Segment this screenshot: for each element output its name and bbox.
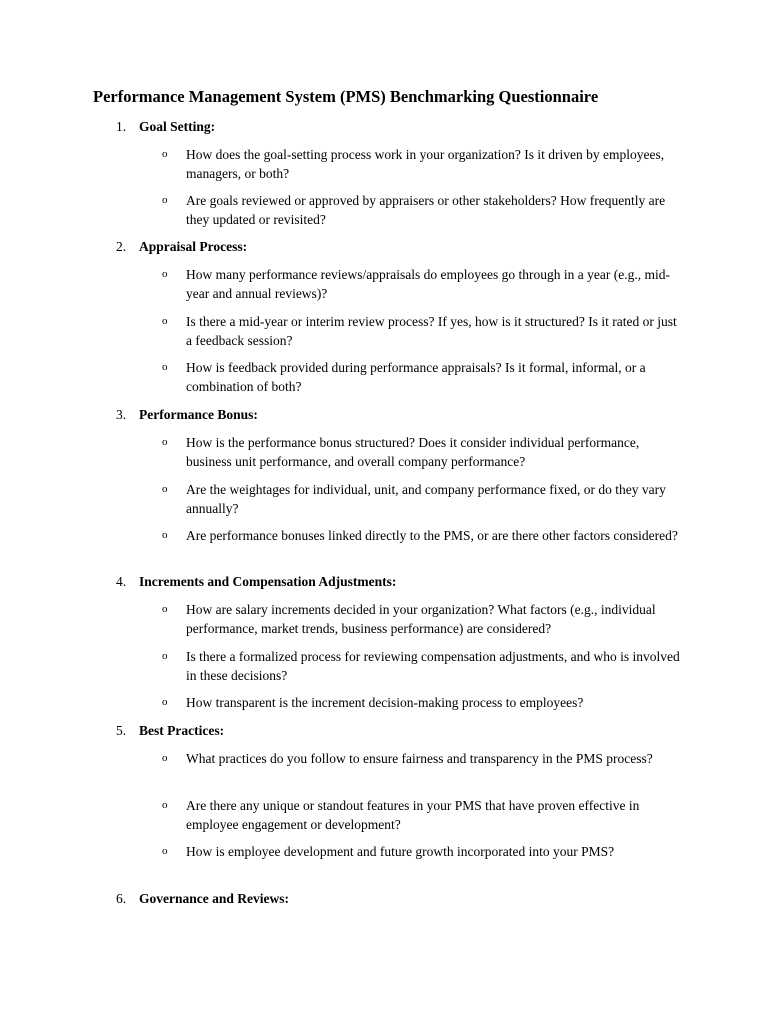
bullet-icon: o xyxy=(162,799,168,811)
section-heading-governance xyxy=(116,889,289,908)
section-label: Appraisal Process: xyxy=(139,239,248,254)
bullet-icon: o xyxy=(162,752,168,764)
question-text: Are performance bonuses linked directly to the PMS, or are there other factors considered? xyxy=(186,528,678,543)
question-text: What practices do you follow to ensure fairness and transparency in the PMS process? xyxy=(186,751,653,766)
bullet-icon: o xyxy=(162,361,168,373)
bullet-icon: o xyxy=(162,315,168,327)
section-heading-goal-setting xyxy=(116,117,215,136)
bullet-icon: o xyxy=(162,845,168,857)
section-label: Goal Setting: xyxy=(139,119,216,134)
question-text: How does the goal-setting process work in your organization? Is it driven by employees, managers, or both? xyxy=(186,147,665,181)
section-heading-appraisal-process xyxy=(116,237,247,256)
question-item xyxy=(162,693,682,712)
section-label: Increments and Compensation Adjustments: xyxy=(139,574,397,589)
section-number: 3. xyxy=(116,407,127,422)
question-text: Are the weightages for individual, unit, and company performance fixed, or do they vary annually? xyxy=(186,482,666,516)
section-label: Best Practices: xyxy=(139,723,225,738)
question-text: How is the performance bonus structured? Does it consider individual performance, business unit performance, and overall company performance? xyxy=(186,435,640,469)
question-item xyxy=(162,526,682,545)
question-item xyxy=(162,358,682,396)
question-item xyxy=(162,647,682,685)
bullet-icon: o xyxy=(162,194,168,206)
section-number: 5. xyxy=(116,723,127,738)
question-item xyxy=(162,265,682,303)
bullet-icon: o xyxy=(162,696,168,708)
question-item xyxy=(162,480,682,518)
question-item xyxy=(162,312,682,350)
bullet-icon: o xyxy=(162,483,168,495)
question-item xyxy=(162,842,682,861)
question-item xyxy=(162,191,682,229)
question-item xyxy=(162,145,682,183)
section-number: 1. xyxy=(116,119,127,134)
question-text: How is feedback provided during performance appraisals? Is it formal, informal, or a combination of both? xyxy=(186,360,646,394)
question-item xyxy=(162,796,682,834)
bullet-icon: o xyxy=(162,436,168,448)
question-text: How transparent is the increment decision-making process to employees? xyxy=(186,695,584,710)
question-text: How many performance reviews/appraisals do employees go through in a year (e.g., mid-year and annual reviews)? xyxy=(186,267,670,301)
document-title: Performance Management System (PMS) Benchmarking Questionnaire xyxy=(93,87,599,106)
section-number: 2. xyxy=(116,239,127,254)
question-text: Is there a formalized process for reviewing compensation adjustments, and who is involved in these decisions? xyxy=(186,649,680,683)
bullet-icon: o xyxy=(162,148,168,160)
section-heading-increments xyxy=(116,572,396,591)
section-heading-performance-bonus xyxy=(116,405,258,424)
question-text: Are there any unique or standout features in your PMS that have proven effective in employee engagement or development? xyxy=(186,798,640,832)
question-text: Is there a mid-year or interim review process? If yes, how is it structured? Is it rated or just a feedback session? xyxy=(186,314,677,348)
question-text: How is employee development and future growth incorporated into your PMS? xyxy=(186,844,615,859)
question-text: Are goals reviewed or approved by appraisers or other stakeholders? How frequently are they updated or revisited? xyxy=(186,193,666,227)
section-number: 4. xyxy=(116,574,127,589)
section-label: Performance Bonus: xyxy=(139,407,258,422)
section-heading-best-practices xyxy=(116,721,224,740)
bullet-icon: o xyxy=(162,529,168,541)
bullet-icon: o xyxy=(162,603,168,615)
bullet-icon: o xyxy=(162,650,168,662)
question-text: How are salary increments decided in your organization? What factors (e.g., individual performance, market trends, business performance) are considered? xyxy=(186,602,656,636)
question-item xyxy=(162,600,682,638)
question-item xyxy=(162,433,682,471)
question-item xyxy=(162,749,682,768)
section-number: 6. xyxy=(116,891,127,906)
bullet-icon: o xyxy=(162,268,168,280)
section-label: Governance and Reviews: xyxy=(139,891,289,906)
